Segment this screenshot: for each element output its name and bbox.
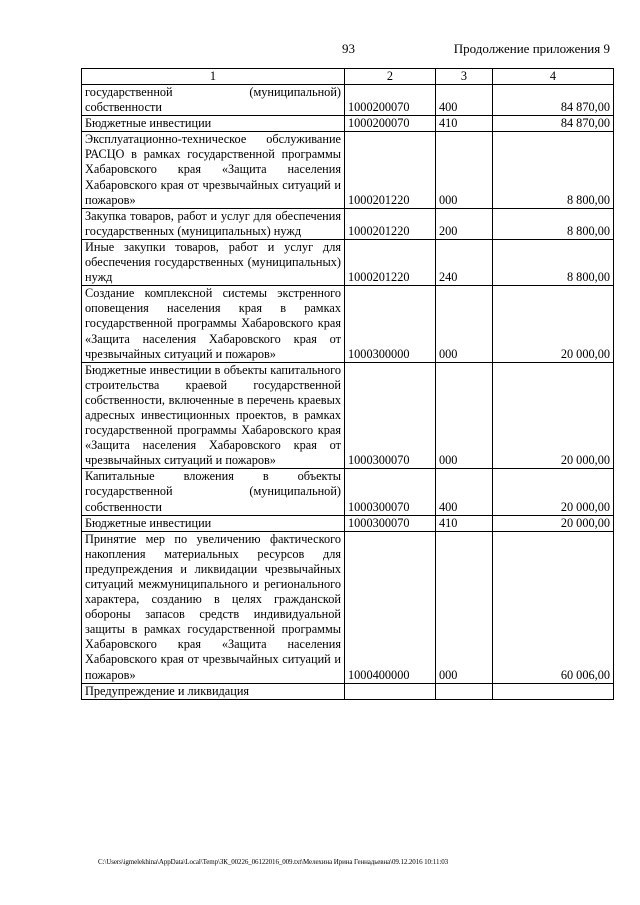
continuation-label: Продолжение приложения 9 — [453, 41, 610, 56]
row-name-text: Иные закупки товаров, работ и услуг для обеспечения государственных (муниципальных) нужд — [85, 239, 341, 285]
row-vr: 000 — [436, 286, 493, 362]
row-sum: 60 006,00 — [493, 531, 614, 683]
table-row — [82, 683, 614, 699]
table-row — [82, 531, 614, 683]
row-sum: 8 800,00 — [493, 132, 614, 208]
row-vr: 410 — [436, 515, 493, 531]
row-name — [82, 286, 345, 362]
row-vr: 400 — [436, 469, 493, 515]
row-name — [82, 531, 345, 683]
row-name-text: Бюджетные инвестиции — [85, 515, 212, 530]
row-code: 1000201220 — [345, 208, 436, 239]
row-vr: 000 — [436, 531, 493, 683]
row-name-text: Закупка товаров, работ и услуг для обеспечения государственных (муниципальных) нужд — [85, 208, 341, 238]
row-vr: 000 — [436, 132, 493, 208]
table-row — [82, 85, 614, 116]
column-header: 2 — [345, 69, 436, 85]
row-sum: 8 800,00 — [493, 208, 614, 239]
row-name-text: Капитальные вложения в объекты государственной (муниципальной) собственности — [85, 469, 341, 514]
row-sum — [493, 683, 614, 699]
row-name — [82, 239, 345, 285]
row-sum: 8 800,00 — [493, 239, 614, 285]
table-row — [82, 116, 614, 132]
table-row — [82, 208, 614, 239]
row-name-text: Принятие мер по увеличению фактического накопления материальных ресурсов для предупреждения и ликвидации чрезвычайных ситуаций межмуниципального и регионального характера, созданию в целях гражданской обороны запасов средств индивидуальной защиты в рамках государственной программы Хабаровского края «Защита населения Хабаровского края от чрезвычайных ситуаций и пожаров» — [85, 531, 341, 682]
budget-table — [81, 68, 614, 700]
table-row — [82, 515, 614, 531]
column-header: 4 — [493, 69, 614, 85]
row-name — [82, 469, 345, 515]
table-row — [82, 362, 614, 469]
row-vr — [436, 683, 493, 699]
row-code — [345, 683, 436, 699]
row-name — [82, 515, 345, 531]
column-header: 3 — [436, 69, 493, 85]
row-code: 1000400000 — [345, 531, 436, 683]
row-name-text: государственной (муниципальной) собственности — [85, 85, 341, 115]
row-vr: 240 — [436, 239, 493, 285]
column-header: 1 — [82, 69, 345, 85]
row-code: 1000300070 — [345, 469, 436, 515]
row-code: 1000300070 — [345, 362, 436, 469]
row-name — [82, 683, 345, 699]
table-header-row — [82, 69, 614, 85]
row-sum: 20 000,00 — [493, 362, 614, 469]
row-vr: 200 — [436, 208, 493, 239]
row-code: 1000201220 — [345, 132, 436, 208]
row-code: 1000201220 — [345, 239, 436, 285]
row-sum: 84 870,00 — [493, 116, 614, 132]
row-vr: 410 — [436, 116, 493, 132]
page-number: 93 — [342, 41, 355, 56]
row-name — [82, 362, 345, 469]
table-row — [82, 469, 614, 515]
row-code: 1000300070 — [345, 515, 436, 531]
row-sum: 84 870,00 — [493, 85, 614, 116]
row-code: 1000300000 — [345, 286, 436, 362]
row-name — [82, 132, 345, 208]
row-name — [82, 208, 345, 239]
row-name-text: Создание комплексной системы экстренного оповещения населения края в рамках государственной программы Хабаровского края «Защита населения Хабаровского края от чрезвычайных ситуаций и пожаров» — [85, 286, 341, 361]
row-name — [82, 116, 345, 132]
table-row — [82, 132, 614, 208]
row-sum: 20 000,00 — [493, 515, 614, 531]
table-row — [82, 239, 614, 285]
row-sum: 20 000,00 — [493, 286, 614, 362]
row-code: 1000200070 — [345, 85, 436, 116]
table-row — [82, 286, 614, 362]
file-path-footer: C:\Users\igmelekhina\AppData\Local\Temp\ЗК_00226_06122016_009.txt\Мелехина Ирина Геннадьевна\09.12.2016 10:11:03 — [98, 858, 448, 866]
row-vr: 400 — [436, 85, 493, 116]
row-name-text: Бюджетные инвестиции — [85, 116, 212, 131]
row-code: 1000200070 — [345, 116, 436, 132]
row-name — [82, 85, 345, 116]
row-name-text: Бюджетные инвестиции в объекты капитального строительства краевой государственной собственности, включенные в перечень краевых адресных инвестиционных проектов, в рамках государственной программы Хабаровского края «Защита населения Хабаровского края от чрезвычайных ситуаций и пожаров» — [85, 362, 341, 468]
row-name-text: Предупреждение и ликвидация — [85, 683, 250, 698]
row-name-text: Эксплуатационно-техническое обслуживание РАСЦО в рамках государственной программы Хабаровского края «Защита населения Хабаровского края от чрезвычайных ситуаций и пожаров» — [85, 132, 341, 207]
row-sum: 20 000,00 — [493, 469, 614, 515]
row-vr: 000 — [436, 362, 493, 469]
